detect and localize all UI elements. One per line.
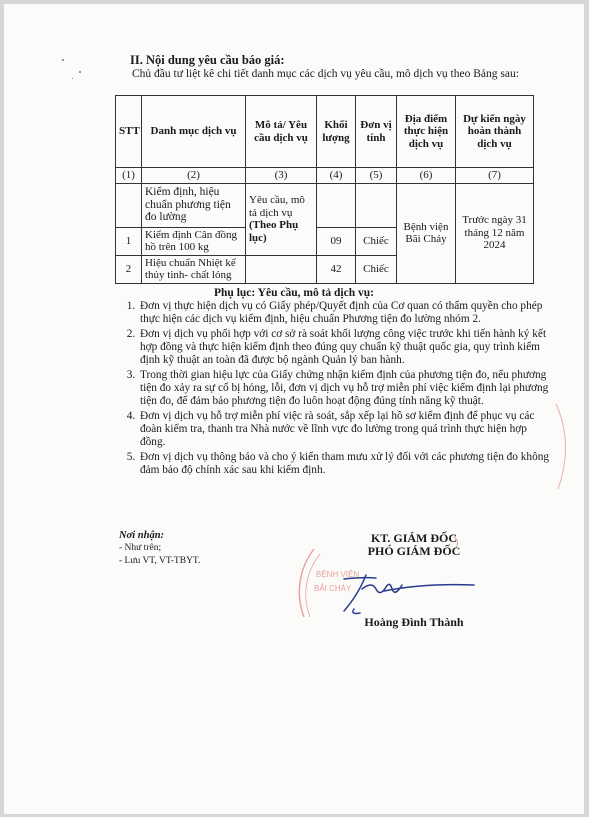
table-header-row <box>116 96 534 168</box>
row-name: Kiểm định Cân đồng hồ trên 100 kg <box>142 227 246 255</box>
empty-cell <box>116 183 142 227</box>
header-cell: Đơn vị tính <box>356 96 397 168</box>
list-item: 2. Đơn vị dịch vụ phối hợp với cơ sở rà soát khối lượng công việc trước khi tiến hành ký kết hợp đồng và thực hiện kiểm định theo đúng quy chuẩn kỹ thuật quốc gia, quy trình kiểm định kỹ thuật an toàn đã được bộ ngành Quản lý ban hành. <box>138 328 550 367</box>
service-table <box>115 95 534 284</box>
empty-cell <box>246 255 317 283</box>
signature-title: KT. GIÁM ĐỐC <box>370 531 458 545</box>
intro-text: Chủ đầu tư liệt kê chi tiết danh mục các dịch vụ yêu cầu, mô dịch vụ theo Bảng sau: <box>132 68 519 80</box>
header-cell: Danh mục dịch vụ <box>142 96 246 168</box>
stamp-mark <box>299 537 457 617</box>
col-number: (2) <box>142 168 246 184</box>
signature-ink <box>344 575 474 614</box>
row-unit: Chiếc <box>356 255 397 283</box>
row-stt: 1 <box>116 227 142 255</box>
list-item: 5. Đơn vị dịch vụ thông báo và cho ý kiến tham mưu xử lý đối với các phương tiện đo không đảm bảo độ chính xác sau khi kiểm định. <box>138 451 550 477</box>
margin-stamp-mark <box>552 394 582 494</box>
scan-speck <box>62 59 64 61</box>
description-text: Yêu cầu, mô tả dịch vụ <box>249 194 305 219</box>
header-cell: STT <box>116 96 142 168</box>
col-number: (5) <box>356 168 397 184</box>
col-number: (4) <box>317 168 356 184</box>
scan-speck <box>72 78 73 79</box>
row-stt: 2 <box>116 255 142 283</box>
list-item: 3. Trong thời gian hiệu lực của Giấy chứng nhận kiểm định của phương tiện đo, nếu phương tiện đo xảy ra sự cố bị hỏng, lỗi, đơn vị dịch vụ hỗ trợ miễn phí việc kiểm định lại phương tiện đo, để đảm bảo phương tiện đo luôn hoạt động đúng tính năng kỹ thuật. <box>138 369 550 408</box>
header-cell: Khối lượng <box>317 96 356 168</box>
row-unit: Chiếc <box>356 227 397 255</box>
stamp-text: BÃI CHÁY <box>314 584 352 593</box>
row-qty: 09 <box>317 227 356 255</box>
col-number: (6) <box>397 168 456 184</box>
recipient-item: - Lưu VT, VT-TBYT. <box>119 556 201 566</box>
stamp-and-signature <box>284 529 484 624</box>
col-number: (1) <box>116 168 142 184</box>
recipient-item: - Như trên; <box>119 543 162 553</box>
completion-cell: Trước ngày 31 tháng 12 năm 2024 <box>456 183 534 283</box>
header-cell: Mô tả/ Yêu cầu dịch vụ <box>246 96 317 168</box>
recipients-title: Nơi nhận: <box>119 530 165 541</box>
col-number: (3) <box>246 168 317 184</box>
row-qty: 42 <box>317 255 356 283</box>
list-item: 4. Đơn vị dịch vụ hỗ trợ miễn phí việc rà soát, sắp xếp lại hồ sơ kiểm định để phục vụ các đoàn kiểm tra, thanh tra Nhà nước về lĩnh vực đo lường trong quá trình thực hiện hợp đồng. <box>138 410 550 449</box>
empty-cell <box>317 183 356 227</box>
recipients-block <box>119 529 200 568</box>
group-row <box>116 183 534 227</box>
location-cell: Bệnh viện Bãi Cháy <box>397 183 456 283</box>
scan-speck <box>79 71 81 73</box>
header-cell: Dự kiến ngày hoàn thành dịch vụ <box>456 96 534 168</box>
col-number: (7) <box>456 168 534 184</box>
appendix-list <box>122 300 550 479</box>
list-item: 1. Đơn vị thực hiện dịch vụ có Giấy phép/Quyết định của Cơ quan có thẩm quyền cho phép thực hiện các dịch vụ kiểm định, hiệu chuẩn Phương tiện đo lường nhóm 2. <box>138 300 550 326</box>
signature-position: PHÓ GIÁM ĐỐC <box>367 544 461 558</box>
description-appendix: (Theo Phụ lục) <box>249 219 299 244</box>
signer-name: Hoàng Đình Thành <box>364 615 464 629</box>
group-title: Kiểm định, hiệu chuẩn phương tiện đo lường <box>142 183 246 227</box>
column-number-row <box>116 168 534 184</box>
row-name: Hiệu chuẩn Nhiệt kế thủy tinh- chất lỏng <box>142 255 246 283</box>
stamp-text: BỆNH VIỆN <box>316 570 360 579</box>
empty-cell <box>356 183 397 227</box>
appendix-title: Phụ lục: Yêu cầu, mô tả dịch vụ: <box>214 287 374 299</box>
header-cell: Địa điểm thực hiện dịch vụ <box>397 96 456 168</box>
section-title: II. Nội dung yêu cầu báo giá: <box>130 53 285 67</box>
document-page <box>4 4 584 814</box>
description-cell <box>246 183 317 255</box>
